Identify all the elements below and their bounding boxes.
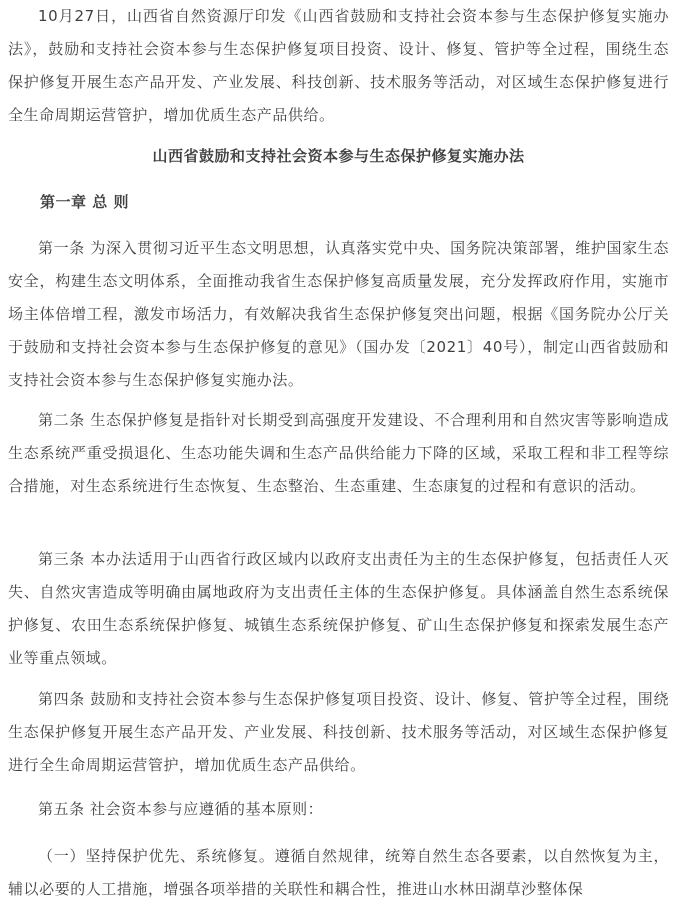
article-1-paragraph: 第一条 为深入贯彻习近平生态文明思想，认真落实党中央、国务院决策部署，维护国家生态安全，构建生态文明体系，全面推动我省生态保护修复高质量发展，充分发挥政府作用，实施市场主体倍增工程，激发市场活力，有效解决我省生态保护修复突出问题，根据《国务院办公厅关于鼓励和支持社会资本参与生态保护修复的意见》（国办发〔2021〕40号），制定山西省鼓励和支持社会资本参与生态保护修复实施办法。 — [8, 239, 669, 389]
document-title: 山西省鼓励和支持社会资本参与生态保护修复实施办法 — [152, 147, 525, 165]
article-5-paragraph: 第五条 社会资本参与应遵循的基本原则： — [38, 800, 324, 818]
intro-paragraph: 10月27日，山西省自然资源厅印发《山西省鼓励和支持社会资本参与生态保护修复实施办法》，鼓励和支持社会资本参与生态保护修复项目投资、设计、修复、管护等全过程，围绕生态保护修复开展生态产品开发、产业发展、科技创新、技术服务等活动，对区域生态保护修复进行全生命周期运营管护，增加优质生态产品供给。 — [8, 7, 669, 124]
article-4-paragraph: 第四条 鼓励和支持社会资本参与生态保护修复项目投资、设计、修复、管护等全过程，围绕生态保护修复开展生态产品开发、产业发展、科技创新、技术服务等活动，对区域生态保护修复进行全生命周期运营管护，增加优质生态产品供给。 — [8, 690, 669, 774]
principle-1-paragraph: （一）坚持保护优先、系统修复。遵循自然规律，统筹自然生态各要素，以自然恢复为主，辅以必要的人工措施，增强各项举措的关联性和耦合性，推进山水林田湖草沙整体保 — [8, 847, 669, 898]
article-2-paragraph: 第二条 生态保护修复是指针对长期受到高强度开发建设、不合理利用和自然灾害等影响造成生态系统严重受损退化、生态功能失调和生态产品供给能力下降的区域，采取工程和非工程等综合措施，对生态系统进行生态恢复、生态整治、生态重建、生态康复的过程和有意识的活动。 — [8, 411, 669, 495]
article-3-paragraph: 第三条 本办法适用于山西省行政区域内以政府支出责任为主的生态保护修复，包括责任人灭失、自然灾害造成等明确由属地政府为支出责任主体的生态保护修复。具体涵盖自然生态系统保护修复、农田生态系统保护修复、城镇生态系统保护修复、矿山生态保护修复和探索发展生态产业等重点领域。 — [8, 550, 669, 667]
chapter-heading: 第一章 总 则 — [40, 193, 129, 211]
